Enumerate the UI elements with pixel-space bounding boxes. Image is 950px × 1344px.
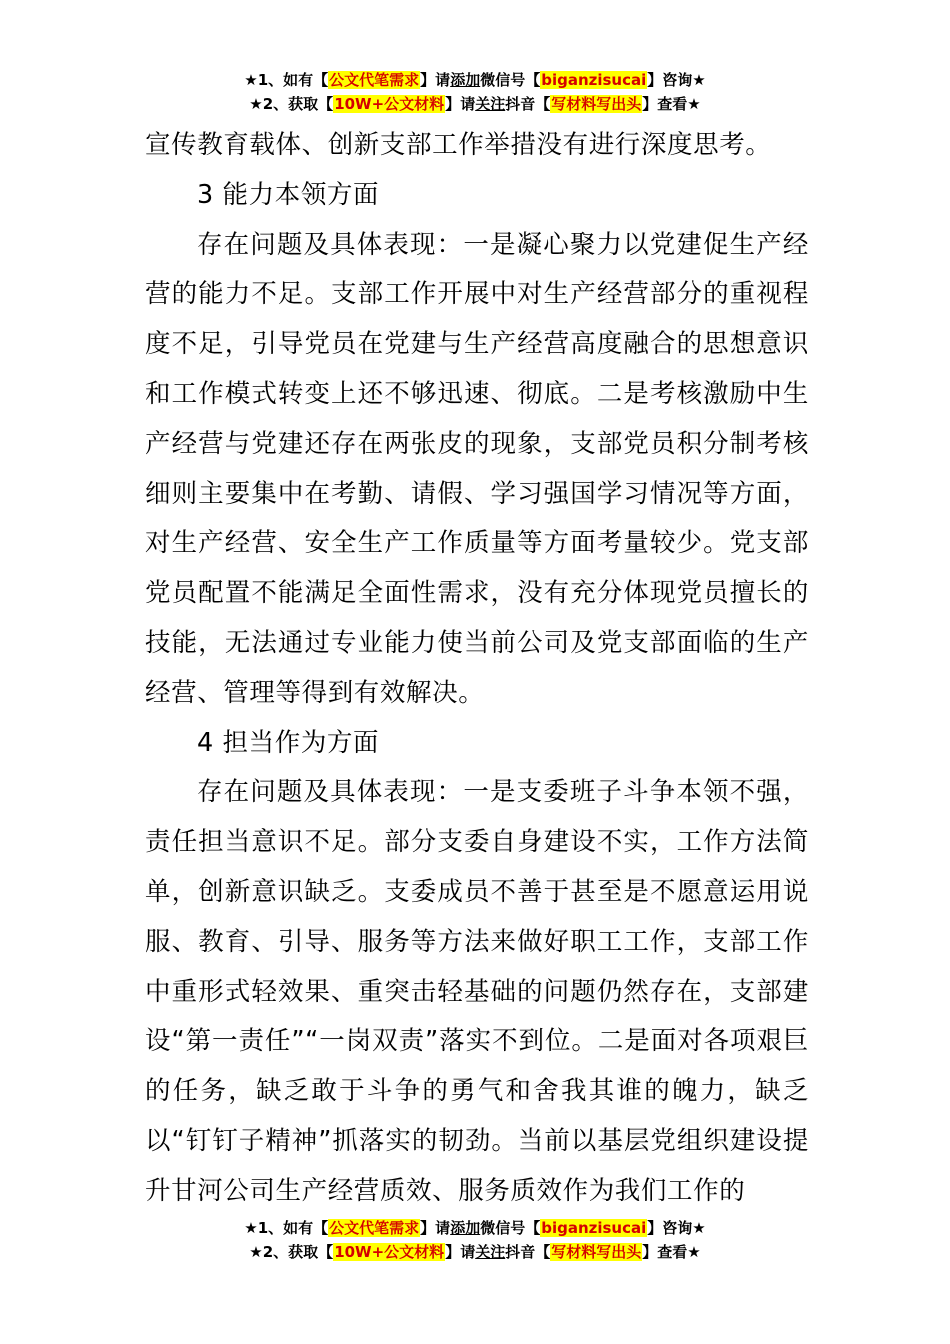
banner-line-1 [0, 68, 950, 92]
banner-highlight: biganzisucai [541, 71, 647, 89]
banner-text: 】请 [445, 95, 476, 113]
banner-highlight: 写材料写出头 [551, 95, 642, 113]
document-body [145, 121, 809, 1217]
banner-highlight: 10W+公文材料 [334, 1243, 445, 1261]
banner-text: 微信号【 [480, 1219, 541, 1237]
banner-text: 】查看★ [642, 1243, 701, 1261]
banner-line-1 [0, 1216, 950, 1240]
body-paragraph: 宣传教育载体、创新支部工作举措没有进行深度思考。 [145, 130, 772, 160]
banner-highlight: 10W+公文材料 [334, 95, 445, 113]
banner-text: 】咨询★ [647, 71, 706, 89]
banner-text: ★2、获取【 [249, 1243, 334, 1261]
banner-underline: 添加 [450, 71, 481, 89]
footer-banner [0, 1216, 950, 1264]
section-heading: 4 担当作为方面 [197, 727, 380, 758]
banner-text: 】咨询★ [647, 1219, 706, 1237]
banner-highlight: biganzisucai [541, 1219, 647, 1237]
banner-text: ★1、如有【 [244, 1219, 329, 1237]
banner-text: 抖音【 [505, 1243, 551, 1261]
banner-highlight: 公文代笔需求 [329, 71, 420, 89]
banner-underline: 添加 [450, 1219, 481, 1237]
banner-text: 微信号【 [480, 71, 541, 89]
banner-text: 抖音【 [505, 95, 551, 113]
body-paragraph: 存在问题及具体表现：一是支委班子斗争本领不强，责任担当意识不足。部分支委自身建设不实，工作方法简单，创新意识缺乏。支委成员不善于甚至是不愿意运用说服、教育、引导、服务等方法来做好职工工作，支部工作中重形式轻效果、重突击轻基础的问题仍然存在，支部建设“第一责任”“一岗双责”落实不到位。二是面对各项艰巨的任务，缺乏敢于斗争的勇气和舍我其谁的魄力，缺乏以“钉钉子精神”抓落实的韧劲。当前以基层党组织建设提升甘河公司生产经营质效、服务质效作为我们工作的 [145, 777, 809, 1206]
banner-text: ★1、如有【 [244, 71, 329, 89]
banner-underline: 关注 [475, 95, 506, 113]
body-paragraph: 存在问题及具体表现：一是凝心聚力以党建促生产经营的能力不足。支部工作开展中对生产经营部分的重视程度不足，引导党员在党建与生产经营高度融合的思想意识和工作模式转变上还不够迅速、彻底。二是考核激励中生产经营与党建还存在两张皮的现象，支部党员积分制考核细则主要集中在考勤、请假、学习强国学习情况等方面，对生产经营、安全生产工作质量等方面考量较少。党支部党员配置不能满足全面性需求，没有充分体现党员擅长的技能，无法通过专业能力使当前公司及党支部面临的生产经营、管理等得到有效解决。 [145, 229, 809, 708]
banner-text: 】请 [420, 1219, 451, 1237]
banner-text: 】请 [445, 1243, 476, 1261]
banner-text: 】请 [420, 71, 451, 89]
banner-line-2 [0, 1240, 950, 1264]
banner-line-2 [0, 92, 950, 116]
banner-underline: 关注 [475, 1243, 506, 1261]
banner-text: 】查看★ [642, 95, 701, 113]
banner-highlight: 写材料写出头 [551, 1243, 642, 1261]
header-banner [0, 68, 950, 116]
banner-highlight: 公文代笔需求 [329, 1219, 420, 1237]
section-heading: 3 能力本领方面 [197, 179, 380, 210]
banner-text: ★2、获取【 [249, 95, 334, 113]
